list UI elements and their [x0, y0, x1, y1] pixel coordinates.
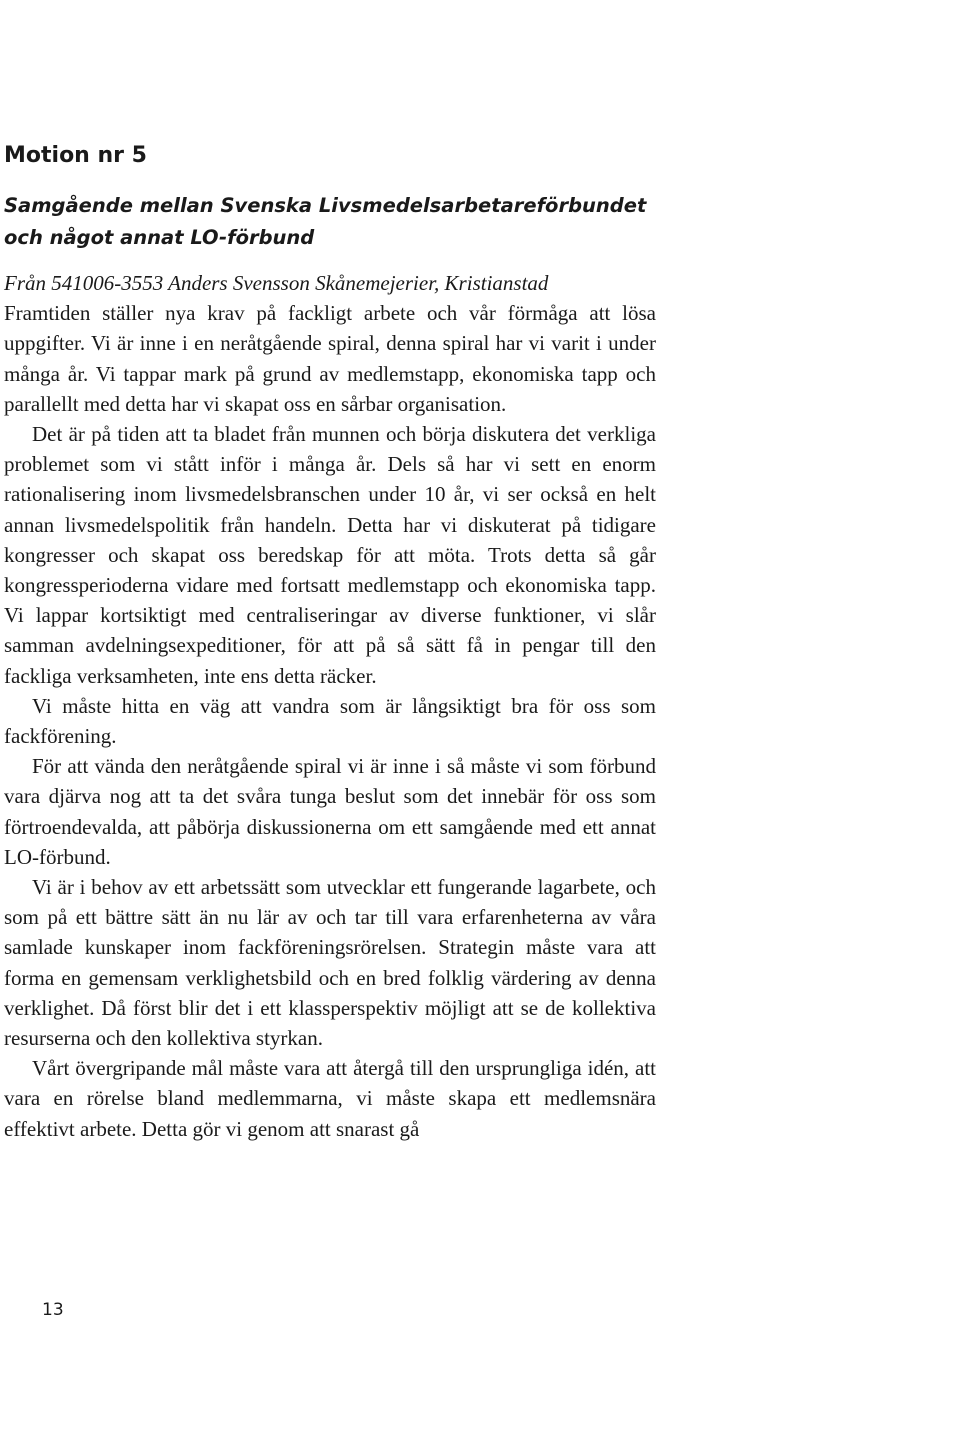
from-line: Från 541006-3553 Anders Svensson Skånemejerier, Kristianstad — [4, 271, 549, 295]
page-number: 13 — [42, 1300, 64, 1320]
body-paragraph: För att vända den neråtgående spiral vi är inne i så måste vi som förbund vara djärva nog att ta det svåra tunga beslut som det innebär för oss som förtroendevalda, att påbörja diskussionerna om ett samgående med ett annat LO-förbund. — [4, 754, 656, 869]
body-paragraph: Vi är i behov av ett arbetssätt som utvecklar ett fungerande lagarbete, och som på ett bättre sätt än nu lär av och tar till vara erfarenheterna av våra samlade kunskaper inom fackföreningsrörelsen. Strategin måste vara att forma en gemensam verklighetsbild och en bred folklig värdering av denna verklighet. Då först blir det i ett klassperspektiv möjligt att se de kollektiva resurserna och den kollektiva styrkan. — [4, 875, 656, 1051]
motion-body — [4, 268, 656, 1144]
body-paragraph: Vi måste hitta en väg att vandra som är långsiktigt bra för oss som fackförening. — [4, 693, 656, 749]
body-paragraph: Framtiden ställer nya krav på fackligt arbete och vår förmåga att lösa uppgifter. Vi är inne i en neråtgående spiral, denna spiral har vi varit i under många år. Vi tappar mark på grund av medlemstapp, ekonomiska tapp och parallellt med detta har vi skapat oss en sårbar organisation. — [4, 301, 656, 416]
body-paragraph: Det är på tiden att ta bladet från munnen och börja diskutera det verkliga problemet som vi stått inför i många år. Dels så har vi sett en enorm rationalisering inom livsmedelsbranschen under 10 år, vi ser också en helt annan livsmedelspolitik från handeln. Detta har vi diskuterat på tidigare kongresser och skapat oss beredskap för att möta. Trots detta så går kongressperioderna vidare med fortsatt medlemstapp och ekonomiska tapp. Vi lappar kortsiktigt med centraliseringar av diverse funktioner, vi slår samman avdelningsexpeditioner, för att på så sätt få in pengar till den fackliga verksamheten, inte ens detta räcker. — [4, 422, 656, 688]
motion-title: Motion nr 5 — [4, 143, 147, 168]
motion-subtitle: Samgående mellan Svenska Livsmedelsarbetareförbundet och något annat LO-förbund — [4, 194, 647, 249]
body-paragraph: Vårt övergripande mål måste vara att återgå till den ursprungliga idén, att vara en rörelse bland medlemmarna, vi måste skapa ett medlemsnära effektivt arbete. Detta gör vi genom att snarast gå — [4, 1056, 656, 1141]
